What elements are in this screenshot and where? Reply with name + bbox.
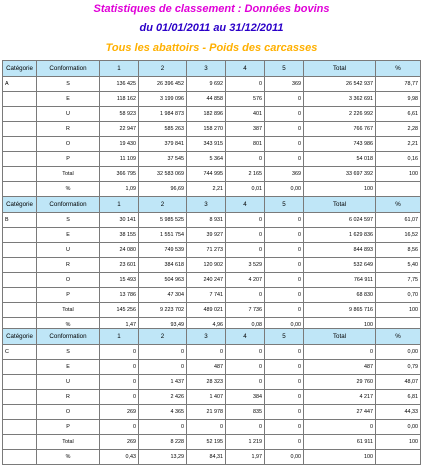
value-cell: 9 692	[187, 77, 226, 92]
value-cell: 0	[226, 375, 265, 390]
category-cell	[3, 228, 37, 243]
conformation-cell: E	[37, 92, 100, 107]
table-row	[3, 122, 421, 137]
category-cell	[3, 360, 37, 375]
value-cell: 369	[265, 77, 304, 92]
conformation-cell: S	[37, 345, 100, 360]
value-cell	[376, 182, 421, 197]
value-cell: 23 601	[100, 258, 139, 273]
column-header: 1	[100, 197, 139, 213]
value-cell: 4 365	[139, 405, 187, 420]
column-header: 2	[139, 329, 187, 345]
value-cell: 27 447	[304, 405, 376, 420]
conformation-cell: R	[37, 390, 100, 405]
value-cell: 6,81	[376, 390, 421, 405]
value-cell: 1 629 836	[304, 228, 376, 243]
conformation-cell: O	[37, 273, 100, 288]
category-cell	[3, 375, 37, 390]
conformation-cell: P	[37, 152, 100, 167]
value-cell: 0	[226, 77, 265, 92]
value-cell: 0	[265, 345, 304, 360]
value-cell: 30 141	[100, 213, 139, 228]
value-cell: 15 493	[100, 273, 139, 288]
category-cell	[3, 122, 37, 137]
table-header-row	[3, 329, 421, 345]
value-cell: 24 080	[100, 243, 139, 258]
value-cell: 0	[265, 152, 304, 167]
value-cell: 7 741	[187, 288, 226, 303]
column-header: 2	[139, 197, 187, 213]
column-header: 3	[187, 61, 226, 77]
classification-table-a	[2, 60, 421, 197]
value-cell: 5 985 525	[139, 213, 187, 228]
value-cell: 96,69	[139, 182, 187, 197]
value-cell: 0	[187, 345, 226, 360]
column-header: %	[376, 61, 421, 77]
value-cell: 0	[226, 243, 265, 258]
value-cell: 835	[226, 405, 265, 420]
value-cell: 766 767	[304, 122, 376, 137]
value-cell: 0,01	[226, 182, 265, 197]
value-cell: 44,33	[376, 405, 421, 420]
value-cell: 48,07	[376, 375, 421, 390]
value-cell: 369	[265, 167, 304, 182]
value-cell: 844 893	[304, 243, 376, 258]
conformation-cell: Total	[37, 435, 100, 450]
value-cell: 13 786	[100, 288, 139, 303]
conformation-cell: P	[37, 420, 100, 435]
value-cell: 801	[226, 137, 265, 152]
value-cell: 32 583 069	[139, 167, 187, 182]
column-header: Total	[304, 61, 376, 77]
column-header: Catégorie	[3, 61, 37, 77]
value-cell: 0	[100, 345, 139, 360]
value-cell: 0,00	[265, 182, 304, 197]
value-cell: 343 915	[187, 137, 226, 152]
category-cell	[3, 390, 37, 405]
column-header: Conformation	[37, 61, 100, 77]
category-cell	[3, 167, 37, 182]
value-cell: 5,40	[376, 258, 421, 273]
value-cell: 100	[304, 182, 376, 197]
value-cell: 84,31	[187, 450, 226, 465]
report-title: Statistiques de classement : Données bovins	[93, 3, 330, 15]
value-cell: 0,08	[226, 318, 265, 333]
value-cell: 0,70	[376, 288, 421, 303]
value-cell: 9 865 716	[304, 303, 376, 318]
value-cell: 33 697 392	[304, 167, 376, 182]
value-cell: 22 947	[100, 122, 139, 137]
table-row	[3, 345, 421, 360]
column-header: 4	[226, 329, 265, 345]
table-row	[3, 92, 421, 107]
value-cell: 0	[100, 390, 139, 405]
value-cell: 7 736	[226, 303, 265, 318]
value-cell: 6,61	[376, 107, 421, 122]
value-cell: 0	[226, 228, 265, 243]
value-cell: 0	[265, 107, 304, 122]
column-header: Conformation	[37, 329, 100, 345]
value-cell: 8,56	[376, 243, 421, 258]
value-cell: 744 995	[187, 167, 226, 182]
value-cell: 489 021	[187, 303, 226, 318]
value-cell: 100	[304, 450, 376, 465]
category-cell: B	[3, 213, 37, 228]
value-cell: 4,96	[187, 318, 226, 333]
conformation-cell: Total	[37, 303, 100, 318]
value-cell: 0	[226, 152, 265, 167]
value-cell: 58 923	[100, 107, 139, 122]
value-cell: 0	[226, 360, 265, 375]
column-header: Conformation	[37, 197, 100, 213]
table-row	[3, 435, 421, 450]
value-cell: 39 927	[187, 228, 226, 243]
report-period: du 01/01/2011 au 31/12/2011	[139, 22, 284, 34]
value-cell: 0	[100, 360, 139, 375]
value-cell: 54 018	[304, 152, 376, 167]
value-cell: 11 109	[100, 152, 139, 167]
value-cell: 47 304	[139, 288, 187, 303]
value-cell: 2 426	[139, 390, 187, 405]
value-cell: 1 984 873	[139, 107, 187, 122]
value-cell: 29 760	[304, 375, 376, 390]
table-row	[3, 450, 421, 465]
table-row	[3, 107, 421, 122]
category-cell	[3, 137, 37, 152]
value-cell: 26 396 452	[139, 77, 187, 92]
column-header: %	[376, 197, 421, 213]
value-cell: 0	[265, 288, 304, 303]
value-cell: 0	[226, 213, 265, 228]
value-cell: 743 986	[304, 137, 376, 152]
value-cell: 100	[304, 318, 376, 333]
conformation-cell: %	[37, 182, 100, 197]
value-cell: 145 256	[100, 303, 139, 318]
table-row	[3, 228, 421, 243]
conformation-cell: U	[37, 107, 100, 122]
table-row	[3, 273, 421, 288]
value-cell: 585 263	[139, 122, 187, 137]
value-cell: 5 364	[187, 152, 226, 167]
conformation-cell: P	[37, 288, 100, 303]
conformation-cell: O	[37, 405, 100, 420]
value-cell: 0	[139, 345, 187, 360]
conformation-cell: %	[37, 318, 100, 333]
value-cell: 1,97	[226, 450, 265, 465]
value-cell: 0	[265, 273, 304, 288]
category-cell	[3, 420, 37, 435]
value-cell: 0	[265, 122, 304, 137]
value-cell: 1 407	[187, 390, 226, 405]
table-row	[3, 258, 421, 273]
category-cell	[3, 273, 37, 288]
value-cell: 0	[265, 420, 304, 435]
value-cell: 4 207	[226, 273, 265, 288]
column-header: 3	[187, 329, 226, 345]
value-cell: 3 362 691	[304, 92, 376, 107]
category-cell	[3, 152, 37, 167]
value-cell: 269	[100, 405, 139, 420]
value-cell: 532 649	[304, 258, 376, 273]
value-cell: 504 963	[139, 273, 187, 288]
value-cell: 44 858	[187, 92, 226, 107]
value-cell: 8 228	[139, 435, 187, 450]
value-cell: 384 618	[139, 258, 187, 273]
value-cell: 0	[265, 360, 304, 375]
table-row	[3, 288, 421, 303]
category-cell: C	[3, 345, 37, 360]
value-cell: 100	[376, 303, 421, 318]
value-cell: 0,16	[376, 152, 421, 167]
value-cell: 118 162	[100, 92, 139, 107]
value-cell: 1,47	[100, 318, 139, 333]
category-cell	[3, 435, 37, 450]
value-cell: 100	[376, 435, 421, 450]
value-cell: 0,79	[376, 360, 421, 375]
column-header: Total	[304, 329, 376, 345]
table-row	[3, 243, 421, 258]
category-cell	[3, 107, 37, 122]
conformation-cell: S	[37, 213, 100, 228]
value-cell: 4 217	[304, 390, 376, 405]
value-cell: 576	[226, 92, 265, 107]
value-cell: 387	[226, 122, 265, 137]
conformation-cell: R	[37, 122, 100, 137]
conformation-cell: %	[37, 450, 100, 465]
value-cell: 2,28	[376, 122, 421, 137]
conformation-cell: O	[37, 137, 100, 152]
value-cell: 52 195	[187, 435, 226, 450]
value-cell: 28 323	[187, 375, 226, 390]
value-cell: 749 539	[139, 243, 187, 258]
column-header: 5	[265, 197, 304, 213]
value-cell: 0	[187, 420, 226, 435]
category-cell	[3, 288, 37, 303]
category-cell: A	[3, 77, 37, 92]
table-row	[3, 213, 421, 228]
value-cell: 21 978	[187, 405, 226, 420]
value-cell: 2,21	[376, 137, 421, 152]
conformation-cell: R	[37, 258, 100, 273]
category-cell	[3, 450, 37, 465]
category-cell	[3, 243, 37, 258]
table-header-row	[3, 197, 421, 213]
table-row	[3, 152, 421, 167]
value-cell: 0	[100, 420, 139, 435]
value-cell: 0	[226, 420, 265, 435]
value-cell: 0	[265, 390, 304, 405]
category-cell	[3, 182, 37, 197]
value-cell: 2 226 992	[304, 107, 376, 122]
value-cell: 764 911	[304, 273, 376, 288]
value-cell: 0	[265, 435, 304, 450]
conformation-cell: E	[37, 228, 100, 243]
value-cell: 0	[265, 137, 304, 152]
value-cell: 182 896	[187, 107, 226, 122]
value-cell: 1 551 754	[139, 228, 187, 243]
value-cell: 0	[226, 345, 265, 360]
value-cell: 9,98	[376, 92, 421, 107]
report-subtitle: Tous les abattoirs - Poids des carcasses	[105, 42, 318, 54]
value-cell	[376, 450, 421, 465]
value-cell: 8 931	[187, 213, 226, 228]
column-header: 5	[265, 61, 304, 77]
conformation-cell: S	[37, 77, 100, 92]
value-cell: 0	[304, 420, 376, 435]
category-cell	[3, 303, 37, 318]
value-cell: 2,21	[187, 182, 226, 197]
value-cell: 0	[265, 243, 304, 258]
column-header: Catégorie	[3, 197, 37, 213]
value-cell: 38 155	[100, 228, 139, 243]
value-cell: 37 545	[139, 152, 187, 167]
value-cell: 93,49	[139, 318, 187, 333]
value-cell: 100	[376, 167, 421, 182]
value-cell: 0,00	[376, 345, 421, 360]
category-cell	[3, 92, 37, 107]
value-cell: 61,07	[376, 213, 421, 228]
column-header: 3	[187, 197, 226, 213]
value-cell: 3 199 096	[139, 92, 187, 107]
value-cell: 0	[265, 213, 304, 228]
table-row	[3, 77, 421, 92]
classification-table-b	[2, 196, 421, 333]
column-header: 2	[139, 61, 187, 77]
value-cell: 1,09	[100, 182, 139, 197]
column-header: Catégorie	[3, 329, 37, 345]
table-row	[3, 137, 421, 152]
value-cell: 1 437	[139, 375, 187, 390]
value-cell: 158 270	[187, 122, 226, 137]
value-cell: 487	[304, 360, 376, 375]
table-row	[3, 303, 421, 318]
value-cell: 13,29	[139, 450, 187, 465]
conformation-cell: U	[37, 375, 100, 390]
value-cell: 16,52	[376, 228, 421, 243]
value-cell: 0,00	[265, 318, 304, 333]
value-cell: 0,43	[100, 450, 139, 465]
value-cell: 0	[265, 303, 304, 318]
value-cell: 384	[226, 390, 265, 405]
value-cell: 136 425	[100, 77, 139, 92]
table-header-row	[3, 61, 421, 77]
classification-table-c	[2, 328, 421, 465]
value-cell: 78,77	[376, 77, 421, 92]
column-header: %	[376, 329, 421, 345]
value-cell: 19 430	[100, 137, 139, 152]
value-cell: 61 911	[304, 435, 376, 450]
column-header: 1	[100, 329, 139, 345]
value-cell: 379 841	[139, 137, 187, 152]
value-cell: 0	[226, 288, 265, 303]
value-cell: 1 219	[226, 435, 265, 450]
conformation-cell: U	[37, 243, 100, 258]
value-cell: 0	[304, 345, 376, 360]
column-header: 1	[100, 61, 139, 77]
value-cell: 0	[265, 375, 304, 390]
value-cell: 0	[139, 360, 187, 375]
value-cell: 7,75	[376, 273, 421, 288]
value-cell: 26 542 937	[304, 77, 376, 92]
table-row	[3, 182, 421, 197]
value-cell: 0	[139, 420, 187, 435]
value-cell: 401	[226, 107, 265, 122]
table-row	[3, 375, 421, 390]
table-row	[3, 420, 421, 435]
value-cell: 2 165	[226, 167, 265, 182]
value-cell: 0	[265, 92, 304, 107]
value-cell: 0	[100, 375, 139, 390]
value-cell: 366 795	[100, 167, 139, 182]
value-cell: 487	[187, 360, 226, 375]
category-cell	[3, 405, 37, 420]
value-cell: 240 247	[187, 273, 226, 288]
value-cell: 9 223 702	[139, 303, 187, 318]
value-cell: 120 902	[187, 258, 226, 273]
table-row	[3, 405, 421, 420]
column-header: 5	[265, 329, 304, 345]
value-cell: 269	[100, 435, 139, 450]
value-cell: 0	[265, 228, 304, 243]
value-cell: 0,00	[376, 420, 421, 435]
column-header: 4	[226, 61, 265, 77]
column-header: 4	[226, 197, 265, 213]
column-header: Total	[304, 197, 376, 213]
value-cell: 0,00	[265, 450, 304, 465]
value-cell: 68 830	[304, 288, 376, 303]
conformation-cell: Total	[37, 167, 100, 182]
table-row	[3, 360, 421, 375]
value-cell: 0	[265, 258, 304, 273]
value-cell: 3 529	[226, 258, 265, 273]
value-cell: 6 024 597	[304, 213, 376, 228]
value-cell: 71 273	[187, 243, 226, 258]
table-row	[3, 390, 421, 405]
table-row	[3, 167, 421, 182]
conformation-cell: E	[37, 360, 100, 375]
value-cell: 0	[265, 405, 304, 420]
category-cell	[3, 258, 37, 273]
